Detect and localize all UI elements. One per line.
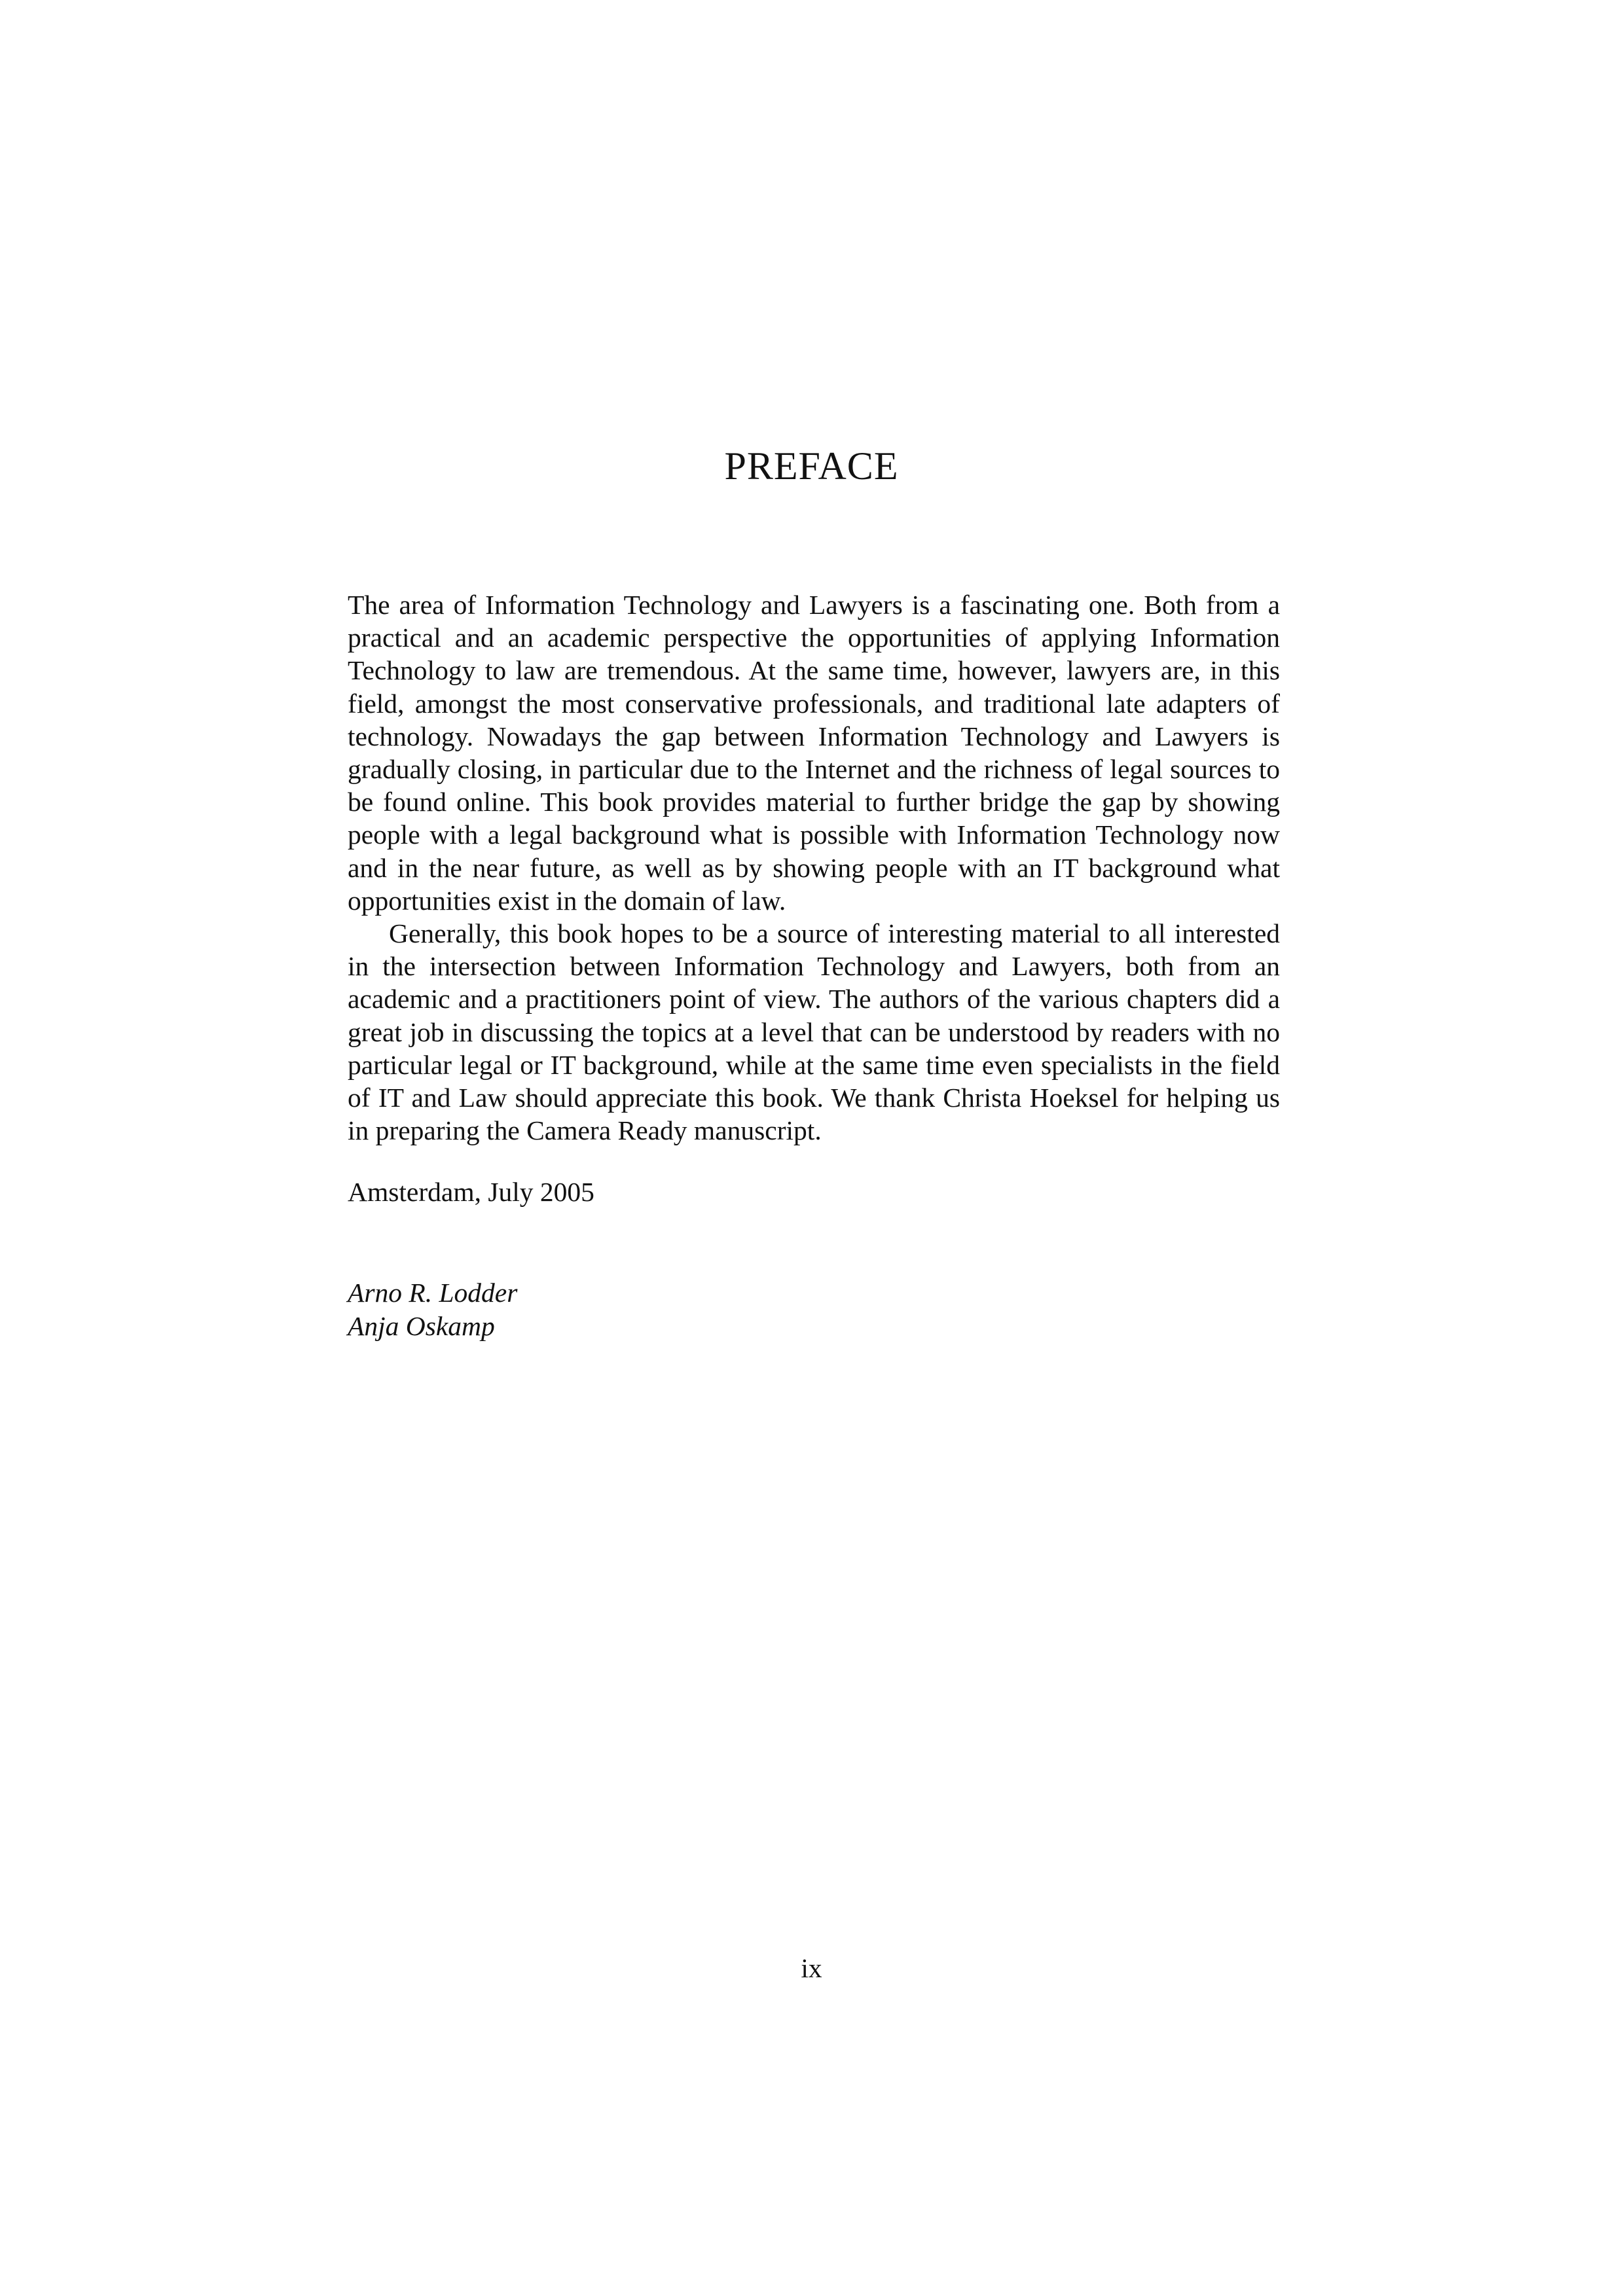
dateline: Amsterdam, July 2005 bbox=[348, 1177, 594, 1207]
page-title: PREFACE bbox=[724, 444, 899, 488]
author-name: Arno R. Lodder bbox=[348, 1278, 518, 1308]
page-number: ix bbox=[801, 1953, 822, 1983]
author-signatures bbox=[348, 1276, 517, 1342]
paragraph-1: The area of Information Technology and Lawyers is a fascinating one. Both from a practical and an academic perspective the opportunities of applying Information Technology to law are tremendous. At the same time, however, lawyers are, in this field, amongst the most conservative professionals, and traditional late adapters of technology. Nowadays the gap between Information Technology and Lawyers is gradually closing, in particular due to the Internet and the richness of legal sources to be found online. This book provides material to further bridge the gap by showing people with a legal background what is possible with Information Technology now and in the near future, as well as by showing people with an IT background what opportunities exist in the domain of law. bbox=[348, 590, 1280, 916]
author-name: Anja Oskamp bbox=[348, 1310, 495, 1341]
paragraph-2: Generally, this book hopes to be a source of interesting material to all interested in the intersection between Information Technology and Lawyers, both from an academic and a practitioners point of view. The authors of the various chapters did a great job in discussing the topics at a level that can be understood by readers with no particular legal or IT background, while at the same time even specialists in the field of IT and Law should appreciate this book. We thank Christa Hoeksel for helping us in preparing the Camera Ready manuscript. bbox=[348, 918, 1280, 1146]
preface-body bbox=[348, 588, 1280, 1147]
